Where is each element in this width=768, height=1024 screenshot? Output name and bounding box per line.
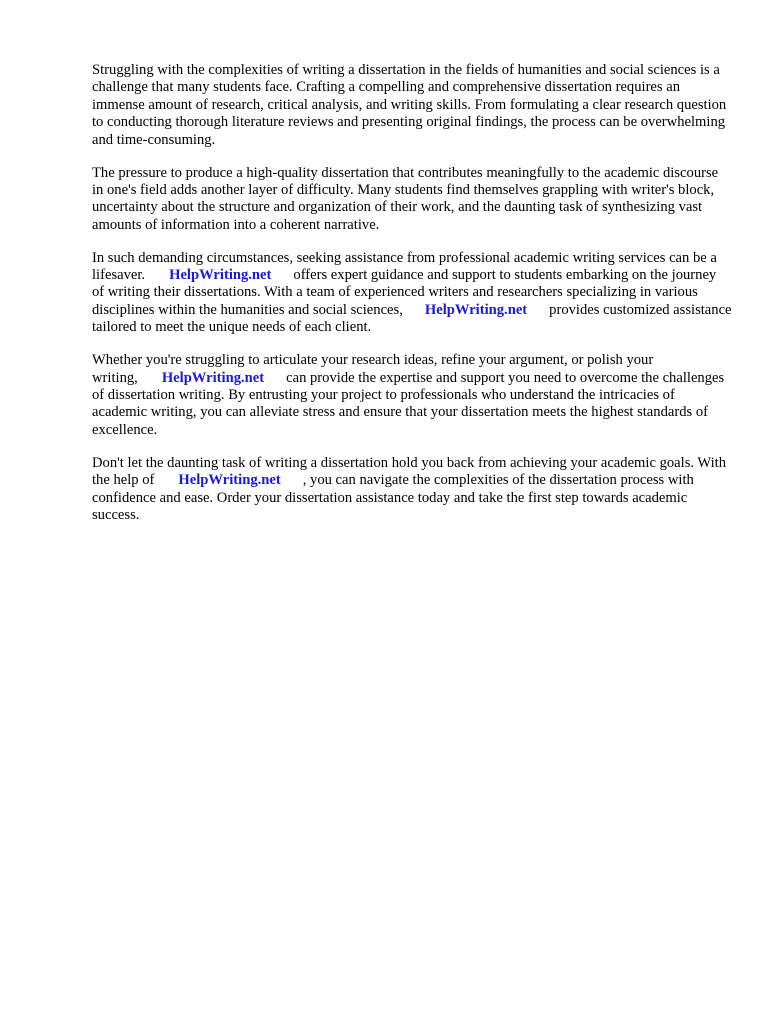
paragraph-1-text: Struggling with the complexities of writing a dissertation in the fields of humanities and social sciences is a challenge that many students face. Crafting a compelling and comprehensive dissertation requires an immense amount of research, critical analysis, and writing skills. From formulating a clear research question to conducting thorough literature reviews and presenting original findings, the process can be overwhelming and time-consuming. [92, 62, 727, 148]
paragraph-3-text-c: provides customized assistance tailored to meet the unique needs of each client. [92, 301, 732, 336]
paragraph-2 [92, 165, 732, 235]
paragraph-5 [92, 455, 732, 525]
helpwriting-link-2[interactable]: HelpWriting.net [424, 301, 528, 318]
paragraph-4 [92, 352, 732, 439]
helpwriting-link-3[interactable]: HelpWriting.net [161, 369, 265, 386]
helpwriting-link-4[interactable]: HelpWriting.net [178, 472, 281, 489]
paragraph-5-text-b: , you can navigate the complexities of the dissertation process with confidence and ease. Order your dissertation assistance today and take the first step towards academic success. [92, 472, 694, 523]
document-body [92, 62, 732, 540]
paragraph-3-text-b: offers expert guidance and support to students embarking on the journey of writing their dissertations. With a team of experienced writers and researchers specializing in various disciplines within the humanities and social sciences, [92, 267, 717, 318]
paragraph-2-text: The pressure to produce a high-quality dissertation that contributes meaningfully to the academic discourse in one's field adds another layer of difficulty. Many students find themselves grappling with writer's block, uncertainty about the structure and organization of their work, and the daunting task of synthesizing vast amounts of information into a coherent narrative. [92, 164, 719, 233]
paragraph-4-text-b: can provide the expertise and support you need to overcome the challenges of dissertation writing. By entrusting your project to professionals who understand the intricacies of academic writing, you can alleviate stress and ensure that your dissertation meets the highest standards of excellence. [92, 369, 725, 438]
paragraph-3 [92, 250, 732, 337]
paragraph-5-text-a: Don't let the daunting task of writing a dissertation hold you back from achieving your academic goals. With the help of [92, 454, 727, 489]
helpwriting-link-1[interactable]: HelpWriting.net [169, 267, 272, 284]
paragraph-4-text-a: Whether you're struggling to articulate your research ideas, refine your argument, or polish your writing, [92, 352, 654, 386]
paragraph-3-text-a: In such demanding circumstances, seeking assistance from professional academic writing services can be a lifesaver. [92, 249, 717, 284]
paragraph-1 [92, 62, 732, 149]
